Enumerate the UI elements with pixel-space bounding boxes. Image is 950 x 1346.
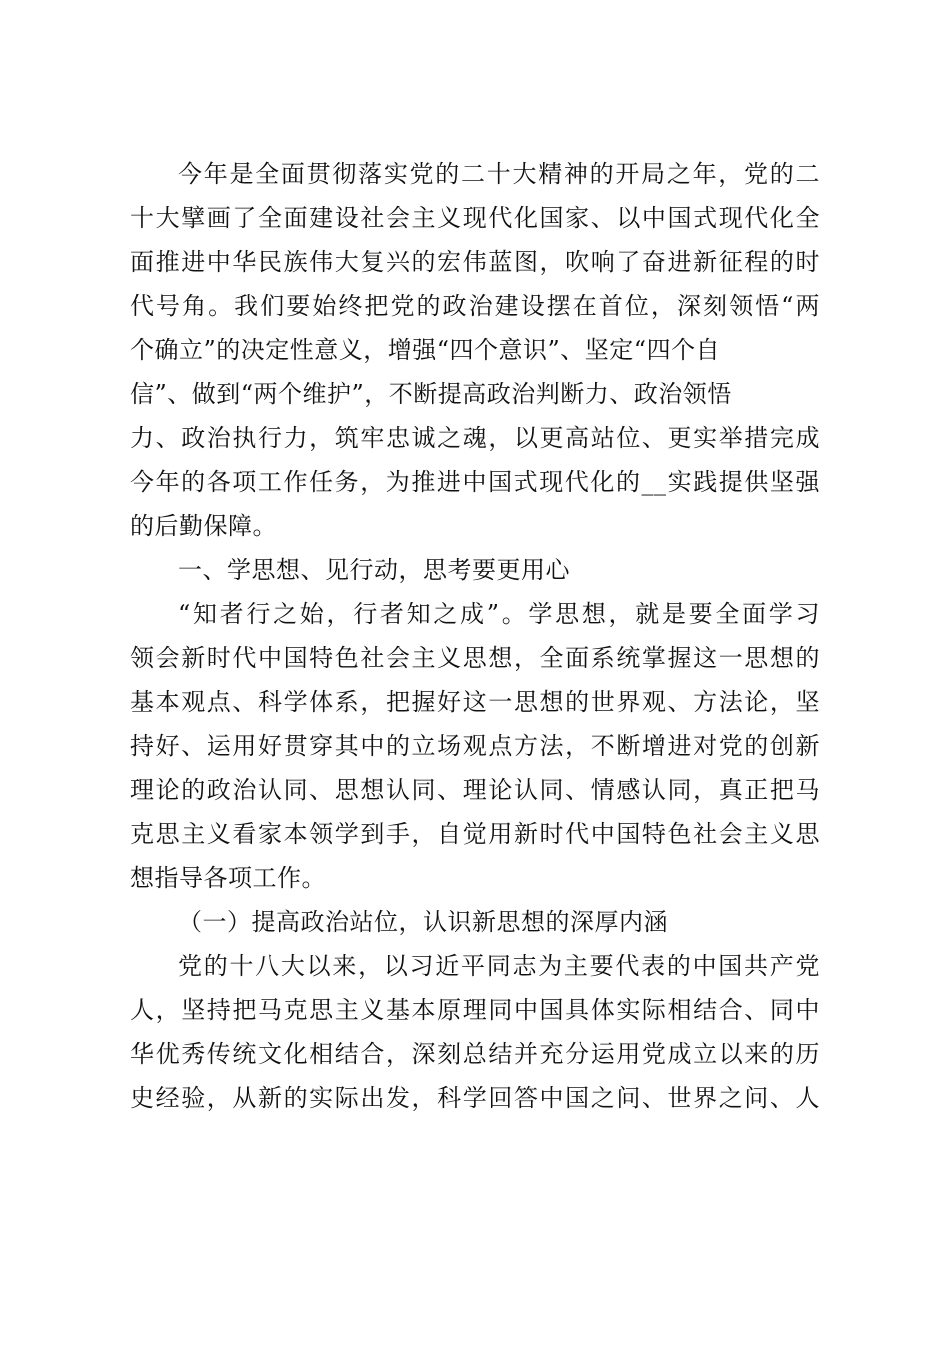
paragraph-1-line-7: 力、政治执行力，筑牢忠诚之魂，以更高站位、更实举措完成 (130, 424, 820, 452)
paragraph-1-line-2: 十大擘画了全面建设社会主义现代化国家、以中国式现代化全 (130, 204, 820, 232)
paragraph-3-line-3: 华优秀传统文化相结合，深刻总结并充分运用党成立以来的历 (130, 1040, 820, 1068)
paragraph-1-line-5: 个确立”的决定性意义，增强“四个意识”、坚定“四个自 (130, 336, 721, 364)
paragraph-2-line-1: “知者行之始，行者知之成”。学思想，就是要全面学习 (178, 600, 820, 628)
paragraph-1-line-6: 信”、做到“两个维护”，不断提高政治判断力、政治领悟 (130, 380, 732, 408)
paragraph-1-line-8: 今年的各项工作任务，为推进中国式现代化的__实践提供坚强 (130, 468, 820, 496)
paragraph-1-line-9: 的后勤保障。 (130, 512, 277, 540)
paragraph-1-line-4: 代号角。我们要始终把党的政治建设摆在首位，深刻领悟“两 (130, 292, 820, 320)
paragraph-1-line-1: 今年是全面贯彻落实党的二十大精神的开局之年，党的二 (178, 160, 820, 188)
subsection-heading-1: （一）提高政治站位，认识新思想的深厚内涵 (178, 908, 668, 936)
paragraph-2-line-6: 克思主义看家本领学到手，自觉用新时代中国特色社会主义思 (130, 820, 820, 848)
paragraph-3-line-4: 史经验，从新的实际出发，科学回答中国之问、世界之问、人 (130, 1084, 820, 1112)
paragraph-2-line-7: 想指导各项工作。 (130, 864, 326, 892)
paragraph-2-line-5: 理论的政治认同、思想认同、理论认同、情感认同，真正把马 (130, 776, 820, 804)
paragraph-1-line-3: 面推进中华民族伟大复兴的宏伟蓝图，吹响了奋进新征程的时 (130, 248, 820, 276)
paragraph-2-line-2: 领会新时代中国特色社会主义思想，全面系统掌握这一思想的 (130, 644, 820, 672)
section-heading-1: 一、学思想、见行动，思考要更用心 (178, 556, 570, 584)
paragraph-3-line-2: 人，坚持把马克思主义基本原理同中国具体实际相结合、同中 (130, 996, 820, 1024)
paragraph-2-line-4: 持好、运用好贯穿其中的立场观点方法，不断增进对党的创新 (130, 732, 820, 760)
paragraph-3-line-1: 党的十八大以来，以习近平同志为主要代表的中国共产党 (178, 952, 820, 980)
paragraph-2-line-3: 基本观点、科学体系，把握好这一思想的世界观、方法论，坚 (130, 688, 820, 716)
